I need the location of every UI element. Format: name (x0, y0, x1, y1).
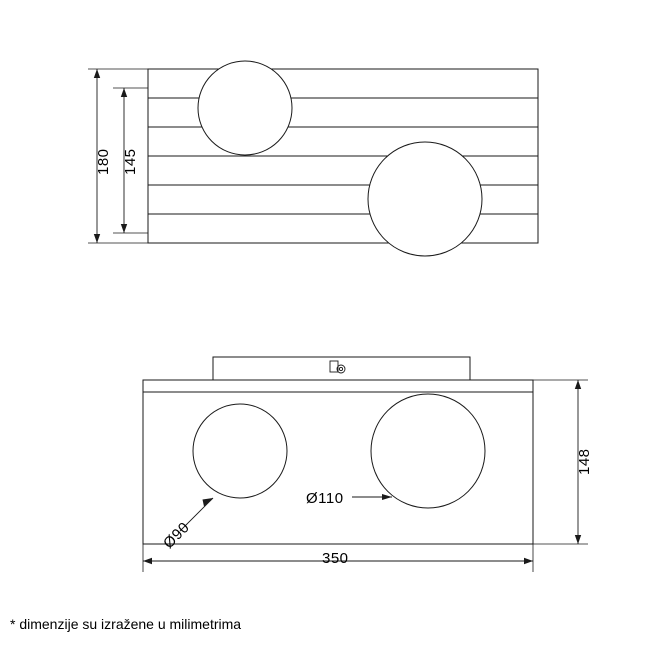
units-footnote: * dimenzije su izražene u milimetrima (10, 616, 242, 632)
top-view-group (143, 357, 533, 544)
dim-label-350: 350 (322, 550, 349, 567)
dim-label-180: 180 (95, 148, 112, 175)
dim-label-148: 148 (576, 448, 593, 475)
dim-label-diameter-110: Ø110 (306, 490, 344, 507)
top-view-mount-plate (213, 357, 470, 380)
top-view-large-sphere (371, 394, 485, 508)
mount-connector-detail (330, 361, 345, 373)
top-view-small-sphere (193, 404, 287, 498)
front-view-group (148, 61, 538, 256)
front-view-small-sphere (198, 61, 292, 155)
dim-label-diameter-90: Ø90 (160, 518, 194, 553)
dim-label-145: 145 (122, 148, 139, 175)
dim-diameter-110-leader (352, 494, 392, 500)
front-view-large-sphere (368, 142, 482, 256)
top-view-top-band (143, 380, 533, 392)
